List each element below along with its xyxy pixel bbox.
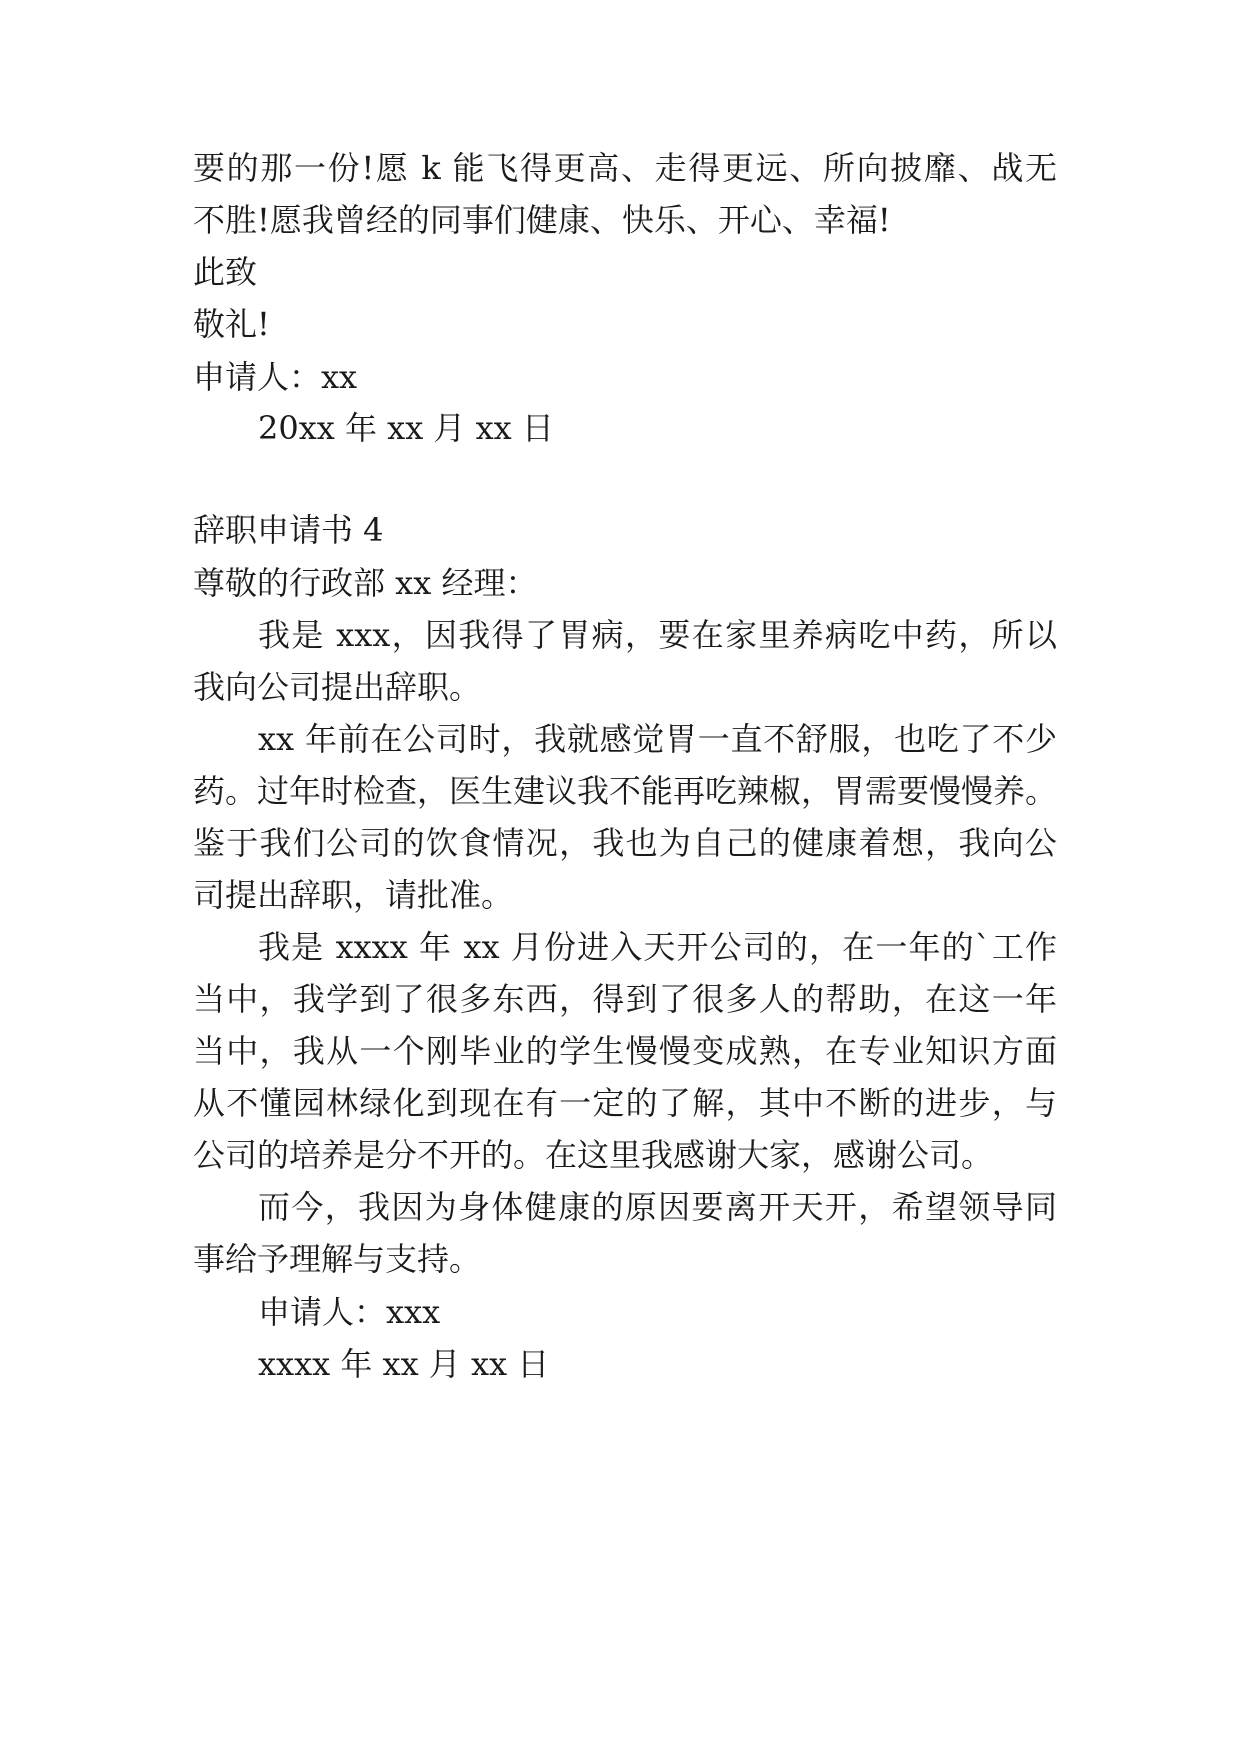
closing-line: 此致 [193,253,258,291]
text-line: 当中，我从一个刚毕业的学生慢慢变成熟，在专业知识方面 [193,1032,1057,1070]
text-line: xx 年前在公司时，我就感觉胃一直不舒服，也吃了不少 [258,720,1057,758]
applicant-line: 申请人：xx [193,358,358,396]
applicant-line: 申请人：xxx [258,1293,441,1331]
salutation-line: 敬礼! [193,305,270,343]
text-line: 要的那一份!愿 k 能飞得更高、走得更远、所向披靡、战无 [193,149,1057,187]
text-line: 我向公司提出辞职。 [193,668,482,706]
text-line: 不胜!愿我曾经的同事们健康、快乐、开心、幸福! [193,201,891,239]
text-line: 当中，我学到了很多东西，得到了很多人的帮助，在这一年 [193,980,1057,1018]
text-line: 司提出辞职，请批准。 [193,876,514,914]
text-line: 我是 xxx，因我得了胃病，要在家里养病吃中药，所以 [258,616,1057,654]
text-line: 鉴于我们公司的饮食情况，我也为自己的健康着想，我向公 [193,824,1057,862]
text-line: 从不懂园林绿化到现在有一定的了解，其中不断的进步，与 [193,1084,1057,1122]
text-line: 事给予理解与支持。 [193,1240,482,1278]
text-line: 药。过年时检查，医生建议我不能再吃辣椒，胃需要慢慢养。 [193,772,1058,810]
text-line: 而今，我因为身体健康的原因要离开天开，希望领导同 [258,1188,1057,1226]
greeting-line: 尊敬的行政部 xx 经理： [193,564,538,602]
text-line: 我是 xxxx 年 xx 月份进入天开公司的，在一年的`工作 [258,928,1057,966]
date-line: xxxx 年 xx 月 xx 日 [258,1345,550,1383]
date-line: 20xx 年 xx 月 xx 日 [258,409,554,447]
text-line: 公司的培养是分不开的。在这里我感谢大家，感谢公司。 [193,1136,994,1174]
section-title: 辞职申请书 4 [193,511,384,549]
